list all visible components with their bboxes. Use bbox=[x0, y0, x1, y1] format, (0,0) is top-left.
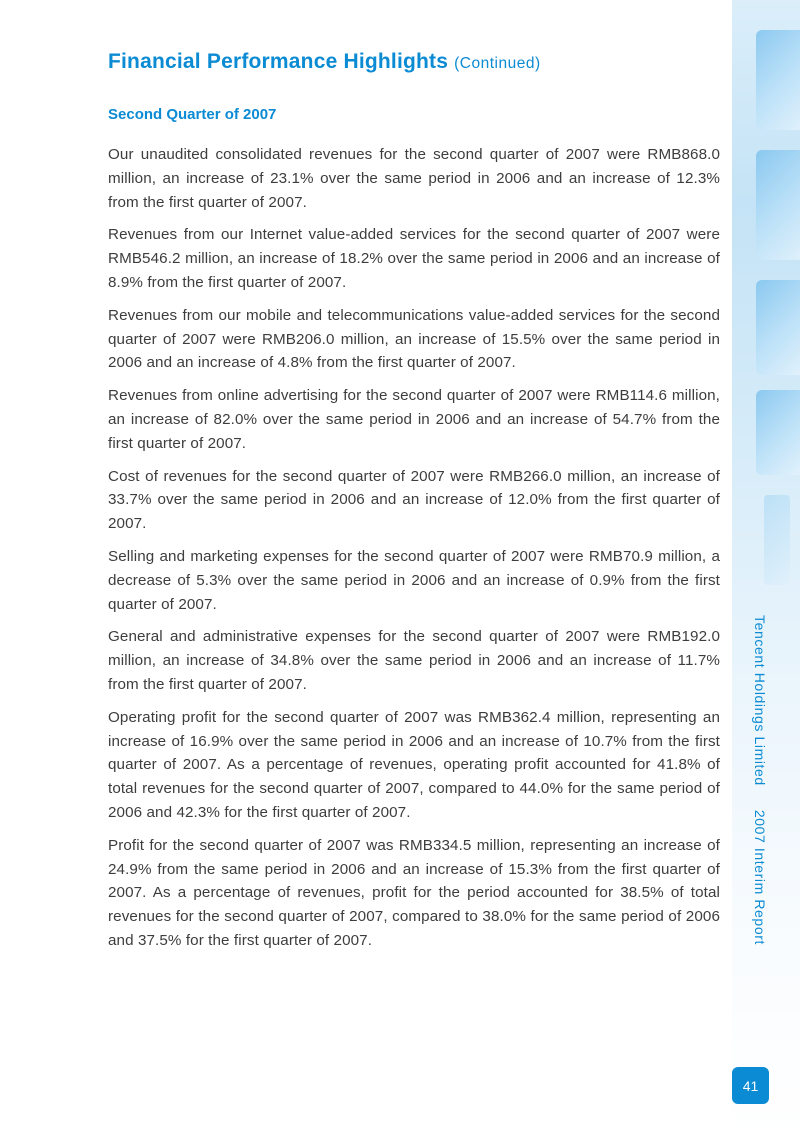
report-name: 2007 Interim Report bbox=[752, 809, 768, 945]
company-name: Tencent Holdings Limited bbox=[752, 615, 768, 786]
page-title-text: Financial Performance Highlights bbox=[108, 50, 449, 73]
decorative-tile bbox=[756, 280, 800, 375]
page-number: 41 bbox=[732, 1067, 769, 1104]
decorative-tile bbox=[756, 150, 800, 260]
paragraph-profit: Profit for the second quarter of 2007 was RMB334.5 million, representing an increase of 24.9% from the same period in 2006 and an increase of 15.3% from the first quarter of 2007. As a percentage of revenues, profit for the period accounted for 38.5% of total revenues for the second quarter of 2007, compared to 38.0% for the same period of 2006 and 37.5% for the first quarter of 2007. bbox=[108, 836, 720, 949]
paragraph-mobile-vas: Revenues from our mobile and telecommunications value-added services for the second quarter of 2007 were RMB206.0 million, an increase of 15.5% over the same period in 2006 and an increase of 4.8% from the first quarter of 2007. bbox=[108, 306, 720, 372]
paragraph-total-revenues: Our unaudited consolidated revenues for the second quarter of 2007 were RMB868.0 million, an increase of 23.1% over the same period in 2006 and an increase of 12.3% from the first quarter of 2007. bbox=[108, 146, 720, 211]
vertical-caption bbox=[752, 615, 768, 945]
paragraph-general-admin: General and administrative expenses for the second quarter of 2007 were RMB192.0 million, an increase of 34.8% over the same period in 2006 and an increase of 11.7% from the first quarter of 2007. bbox=[108, 628, 720, 693]
decorative-side-band bbox=[732, 0, 800, 1136]
decorative-tile bbox=[764, 495, 790, 585]
page-title bbox=[108, 50, 728, 74]
body-text bbox=[108, 143, 720, 962]
paragraph-online-advertising: Revenues from online advertising for the second quarter of 2007 were RMB114.6 million, an increase of 82.0% over the same period in 2006 and an increase of 54.7% from the first quarter of 2007. bbox=[108, 387, 720, 452]
section-heading: Second Quarter of 2007 bbox=[108, 106, 277, 123]
paragraph-internet-vas: Revenues from our Internet value-added services for the second quarter of 2007 were RMB546.2 million, an increase of 18.2% over the same period in 2006 and an increase of 8.9% from the first quarter of 2007. bbox=[108, 226, 720, 291]
page-title-suffix: (Continued) bbox=[454, 55, 541, 72]
paragraph-operating-profit: Operating profit for the second quarter of 2007 was RMB362.4 million, representing an increase of 16.9% over the same period in 2006 and an increase of 10.7% from the first quarter of 2007. As a percentage of revenues, operating profit accounted for 41.8% of total revenues for the second quarter of 2007, compared to 44.0% for the same period of 2006 and 42.3% for the first quarter of 2007. bbox=[108, 708, 720, 821]
paragraph-selling-marketing: Selling and marketing expenses for the second quarter of 2007 were RMB70.9 million, a decrease of 5.3% over the same period in 2006 and an increase of 0.9% from the first quarter of 2007. bbox=[108, 547, 720, 613]
decorative-tile bbox=[756, 390, 800, 475]
decorative-tile bbox=[756, 30, 800, 130]
paragraph-cost-of-revenues: Cost of revenues for the second quarter of 2007 were RMB266.0 million, an increase of 33.7% over the same period in 2006 and an increase of 12.0% from the first quarter of 2007. bbox=[108, 467, 720, 533]
